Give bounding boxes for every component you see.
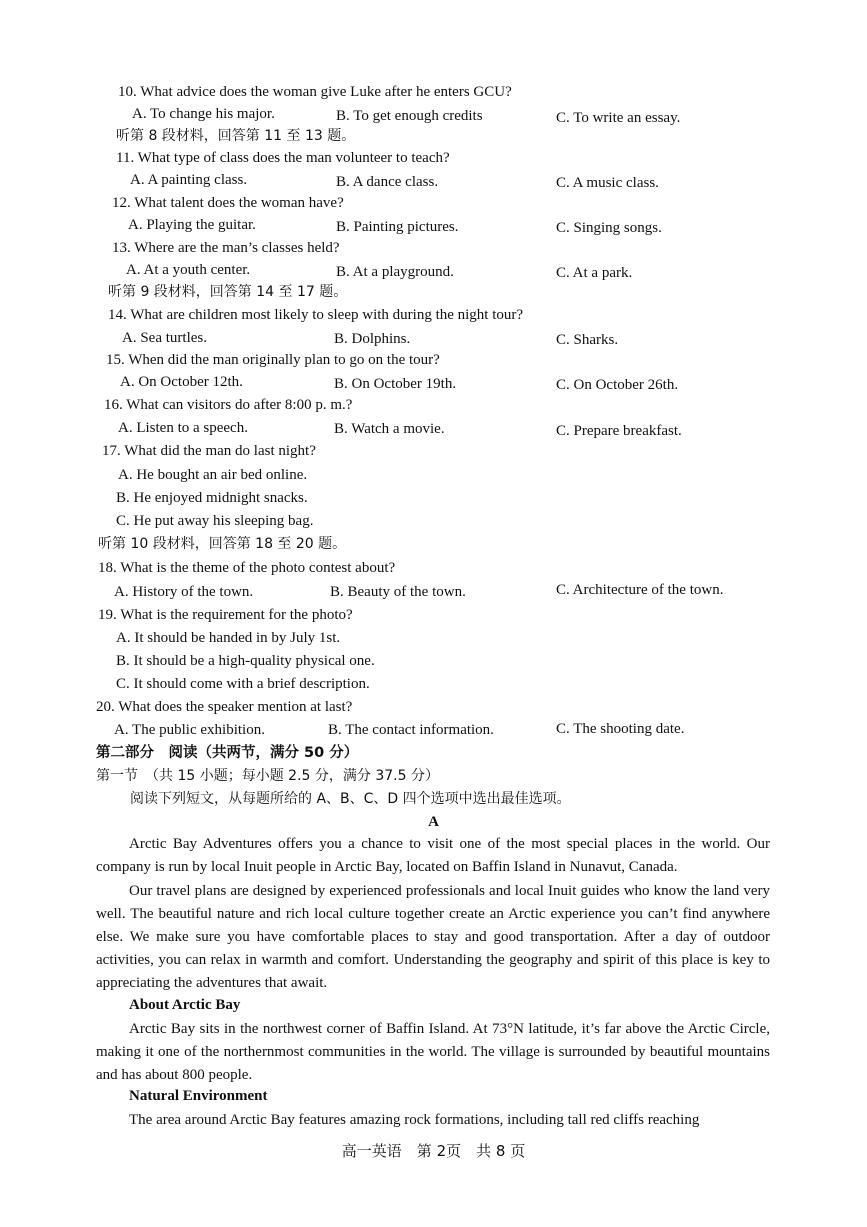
question-10-option-a: A. To change his major. xyxy=(132,106,275,122)
question-16-stem: 16. What can visitors do after 8:00 p. m.? xyxy=(104,397,353,413)
part-2-subtitle: 第一节 （共 15 小题；每小题 2.5 分，满分 37.5 分） xyxy=(96,768,439,784)
question-15-option-b: B. On October 19th. xyxy=(334,376,457,392)
question-20-stem: 20. What does the speaker mention at last? xyxy=(96,699,353,715)
passage-paragraph-4: The area around Arctic Bay features amazing rock formations, including tall red cliffs reaching xyxy=(129,1112,700,1128)
question-17-stem: 17. What did the man do last night? xyxy=(102,443,316,459)
question-15-stem: 15. When did the man originally plan to go on the tour? xyxy=(106,352,440,368)
question-16-option-b: B. Watch a movie. xyxy=(334,421,445,437)
passage-paragraph-2: Our travel plans are designed by experienced professionals and local Inuit guides who know the land very well. The beautiful nature and rich local culture together create an Arctic experience you can’t find anywhere else. We make sure you have comfortable places to stay and good transportation. After a day of outdoor activities, you can relax in warmth and comfort. Understanding the geography and spirit of this place is key to appreciating the adventures that await. xyxy=(96,883,770,991)
question-13-stem: 13. Where are the man’s classes held? xyxy=(112,240,340,256)
question-11-stem: 11. What type of class does the man volunteer to teach? xyxy=(116,150,450,166)
question-19-option-b: B. It should be a high-quality physical one. xyxy=(116,653,375,669)
question-13-option-c: C. At a park. xyxy=(556,265,633,281)
question-15-option-c: C. On October 26th. xyxy=(556,377,679,393)
question-14-option-a: A. Sea turtles. xyxy=(122,330,207,346)
part-2-title: 第二部分 阅读（共两节，满分 50 分） xyxy=(96,745,359,761)
question-13-option-b: B. At a playground. xyxy=(336,264,454,280)
passage-paragraph-1: Arctic Bay Adventures offers you a chance to visit one of the most special places in the world. Our company is run by local Inuit people in Arctic Bay, located on Baffin Island in Nunavut, Canada. xyxy=(96,836,770,875)
question-19-option-c: C. It should come with a brief description. xyxy=(116,676,370,692)
question-20-option-a: A. The public exhibition. xyxy=(114,722,265,738)
question-19-option-a: A. It should be handed in by July 1st. xyxy=(116,630,341,646)
question-12-option-a: A. Playing the guitar. xyxy=(128,217,256,233)
question-16-option-c: C. Prepare breakfast. xyxy=(556,423,682,439)
question-17-option-b: B. He enjoyed midnight snacks. xyxy=(116,490,308,506)
listening-instruction-10: 听第 10 段材料，回答第 18 至 20 题。 xyxy=(98,536,347,552)
question-12-option-b: B. Painting pictures. xyxy=(336,219,459,235)
question-17-option-c: C. He put away his sleeping bag. xyxy=(116,513,314,529)
reading-instruction: 阅读下列短文，从每题所给的 A、B、C、D 四个选项中选出最佳选项。 xyxy=(130,791,571,807)
question-13-option-a: A. At a youth center. xyxy=(126,262,251,278)
question-14-option-c: C. Sharks. xyxy=(556,332,619,348)
passage-label: A xyxy=(428,814,439,830)
question-12-option-c: C. Singing songs. xyxy=(556,220,662,236)
question-14-option-b: B. Dolphins. xyxy=(334,331,411,347)
question-14-stem: 14. What are children most likely to sleep with during the night tour? xyxy=(108,307,524,323)
question-10-option-c: C. To write an essay. xyxy=(556,110,681,126)
question-15-option-a: A. On October 12th. xyxy=(120,374,243,390)
question-10-option-b: B. To get enough credits xyxy=(336,108,483,124)
question-20-option-b: B. The contact information. xyxy=(328,722,494,738)
question-11-option-b: B. A dance class. xyxy=(336,174,439,190)
question-11-option-a: A. A painting class. xyxy=(130,172,248,188)
question-18-option-c: C. Architecture of the town. xyxy=(556,582,724,598)
question-20-option-c: C. The shooting date. xyxy=(556,721,685,737)
question-18-option-b: B. Beauty of the town. xyxy=(330,584,466,600)
question-17-option-a: A. He bought an air bed online. xyxy=(118,467,308,483)
listening-instruction-8: 听第 8 段材料，回答第 11 至 13 题。 xyxy=(116,128,356,144)
section-heading-natural-environment: Natural Environment xyxy=(129,1088,268,1104)
section-heading-about-arctic-bay: About Arctic Bay xyxy=(129,997,241,1013)
question-11-option-c: C. A music class. xyxy=(556,175,659,191)
listening-instruction-9: 听第 9 段材料，回答第 14 至 17 题。 xyxy=(108,284,348,300)
page-footer: 高一英语 第 2页 共 8 页 xyxy=(341,1142,526,1160)
question-16-option-a: A. Listen to a speech. xyxy=(118,420,248,436)
question-19-stem: 19. What is the requirement for the photo? xyxy=(98,607,353,623)
question-18-stem: 18. What is the theme of the photo contest about? xyxy=(98,560,396,576)
question-12-stem: 12. What talent does the woman have? xyxy=(112,195,344,211)
question-18-option-a: A. History of the town. xyxy=(114,584,254,600)
passage-paragraph-3: Arctic Bay sits in the northwest corner of Baffin Island. At 73°N latitude, it’s far above the Arctic Circle, making it one of the northernmost communities in the world. The village is surrounded by beautiful mountains and has about 800 people. xyxy=(96,1021,770,1083)
question-10-stem: 10. What advice does the woman give Luke after he enters GCU? xyxy=(118,84,512,100)
